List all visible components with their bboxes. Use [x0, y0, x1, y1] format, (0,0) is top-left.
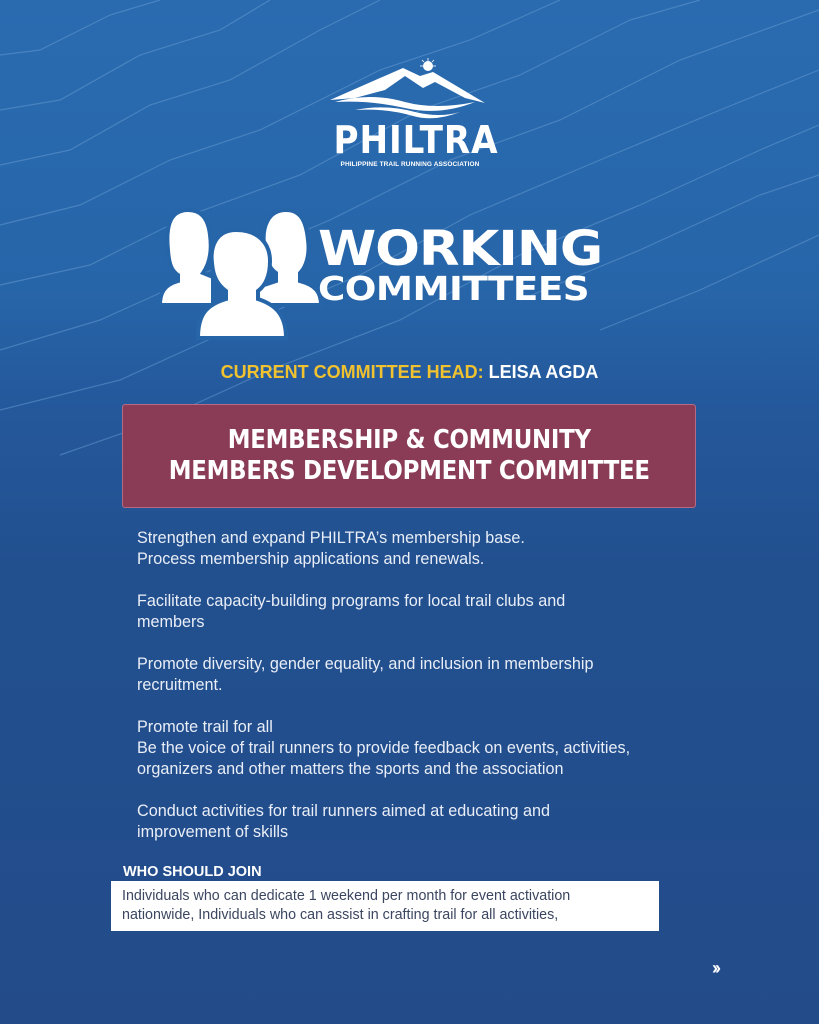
title-line-1: WORKING	[318, 221, 603, 277]
duty-line: Promote diversity, gender equality, and inclusion in membership	[137, 655, 594, 673]
committee-head-name: LEISA AGDA	[483, 362, 599, 382]
philtra-logo	[325, 58, 499, 178]
who-should-join-label: WHO SHOULD JOIN	[123, 864, 262, 880]
duty-line: recruitment.	[137, 676, 223, 694]
duty-line: organizers and other matters the sports and the association	[137, 760, 564, 778]
committee-name-banner	[122, 404, 696, 508]
who-should-join-box	[111, 881, 659, 931]
logo-wordmark: PHILTRA	[333, 118, 499, 162]
duty-line: improvement of skills	[137, 823, 289, 841]
duties-list	[137, 528, 737, 864]
committee-head	[0, 362, 819, 383]
duty-item	[137, 591, 737, 633]
page-title	[318, 221, 603, 308]
duty-line: Facilitate capacity-building programs for local trail clubs and	[137, 592, 566, 610]
duty-item	[137, 801, 737, 843]
duty-line: members	[137, 613, 205, 631]
duty-line: Promote trail for all	[137, 718, 273, 736]
double-chevron-right-icon[interactable]: ››	[712, 958, 718, 978]
duty-item	[137, 654, 737, 696]
logo-tagline: PHILIPPINE TRAIL RUNNING ASSOCIATION	[340, 161, 480, 168]
people-group-icon	[158, 205, 323, 340]
who-line: Individuals who can dedicate 1 weekend per month for event activation	[122, 888, 571, 904]
mountain-logo-icon	[325, 58, 495, 120]
duty-item	[137, 717, 737, 780]
title-line-2: COMMITTEES	[318, 269, 590, 308]
duty-line: Process membership applications and renewals.	[137, 550, 485, 568]
committee-name-line-1: MEMBERSHIP & COMMUNITY	[227, 425, 591, 455]
who-line: nationwide, Individuals who can assist in crafting trail for all activities,	[122, 906, 559, 923]
duty-line: Be the voice of trail runners to provide feedback on events, activities,	[137, 739, 631, 757]
committee-head-label: CURRENT COMMITTEE HEAD:	[220, 362, 484, 382]
duty-item	[137, 528, 737, 570]
committee-name-line-2: MEMBERS DEVELOPMENT COMMITTEE	[168, 456, 650, 486]
duty-line: Conduct activities for trail runners aimed at educating and	[137, 802, 551, 820]
duty-line: Strengthen and expand PHILTRA’s membership base.	[137, 529, 525, 547]
